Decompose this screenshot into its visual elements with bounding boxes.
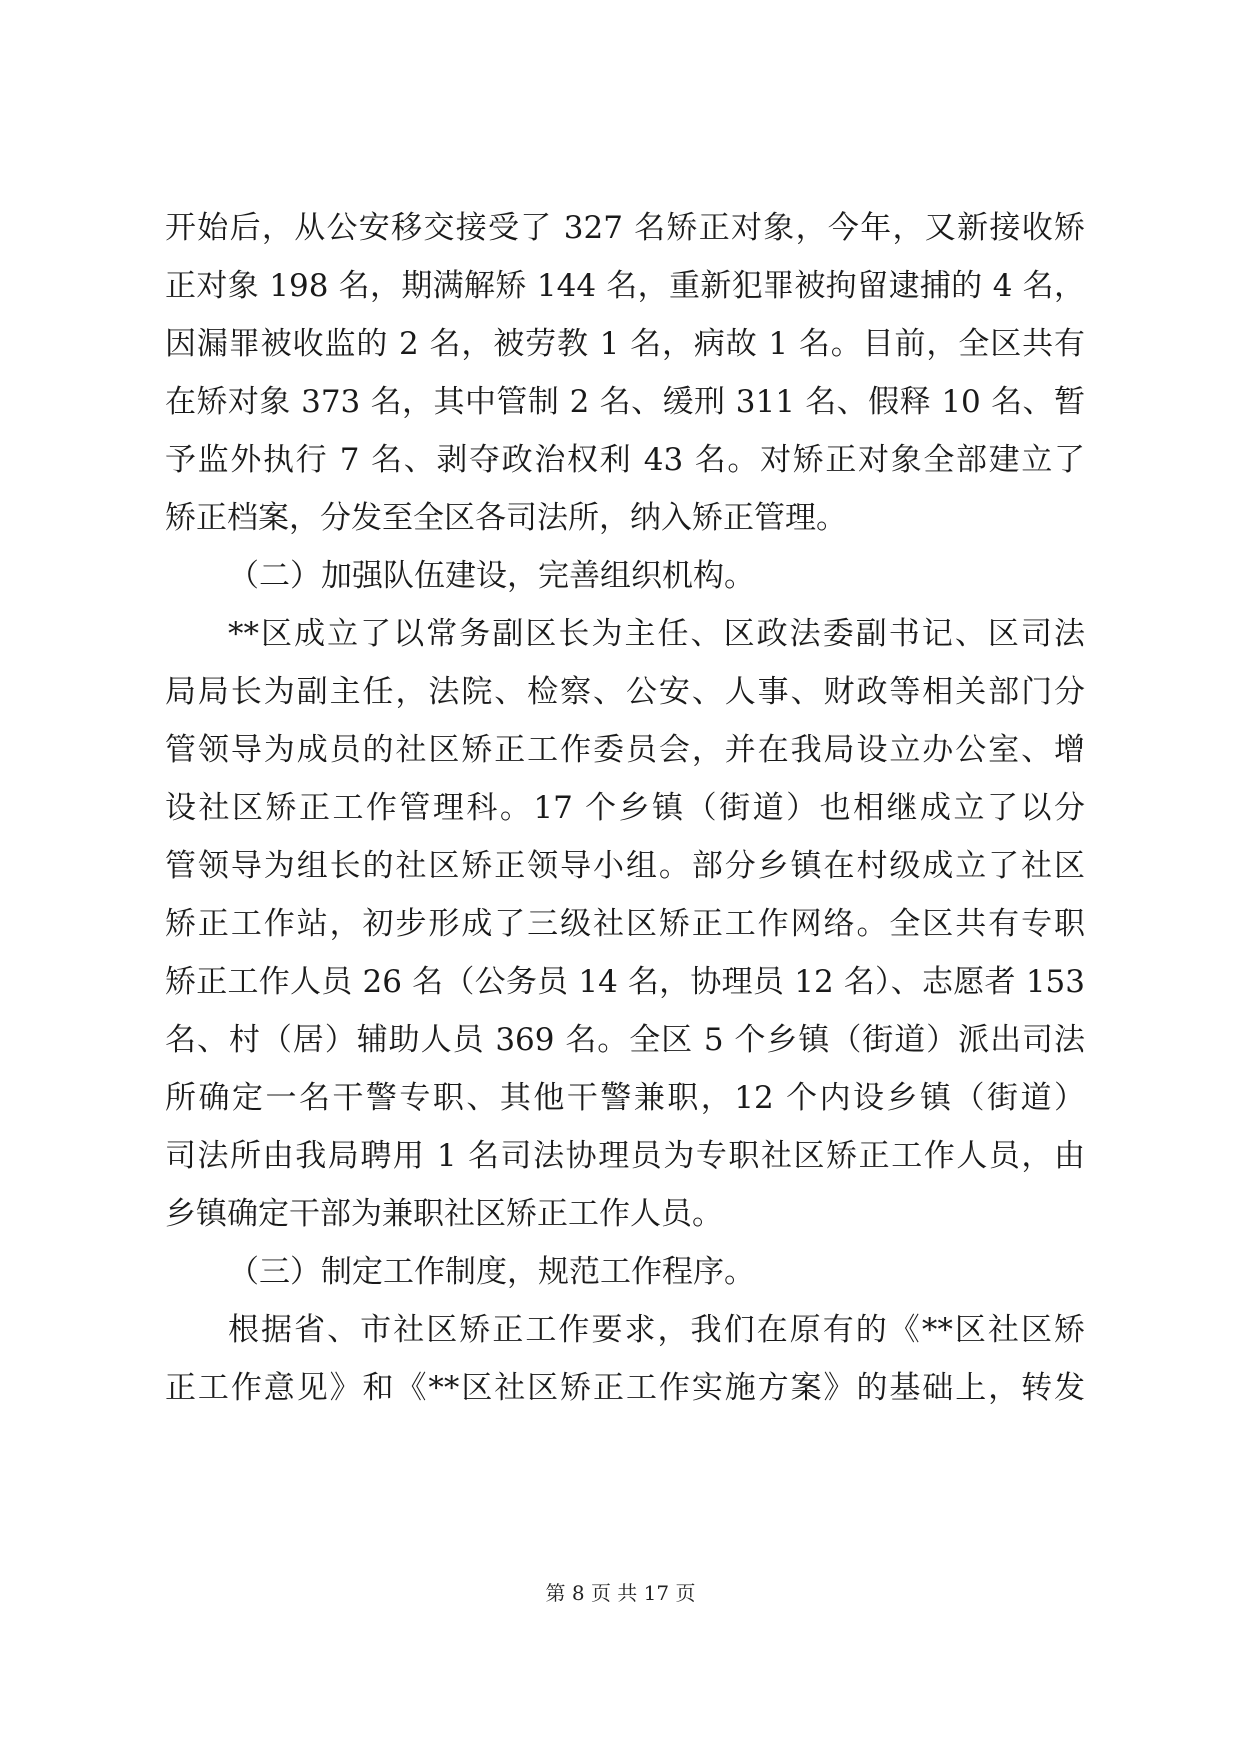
body-line: 开始后，从公安移交接受了 327 名矫正对象，今年，又新接收矫 — [165, 210, 1085, 246]
body-line: 予监外执行 7 名、剥夺政治权利 43 名。对矫正对象全部建立了 — [165, 442, 1085, 478]
body-line: 司法所由我局聘用 1 名司法协理员为专职社区矫正工作人员，由 — [165, 1138, 1085, 1174]
page-number-footer: 第 8 页 共 17 页 — [545, 1581, 696, 1605]
body-line: 矫正工作人员 26 名（公务员 14 名，协理员 12 名）、志愿者 153 — [165, 964, 1085, 1000]
body-line: 正工作意见》和《**区社区矫正工作实施方案》的基础上，转发 — [165, 1370, 1085, 1406]
section-heading: （三）制定工作制度，规范工作程序。 — [228, 1254, 755, 1290]
paragraph-first-line: 根据省、市社区矫正工作要求，我们在原有的《**区社区矫 — [228, 1312, 1085, 1348]
body-line: 名、村（居）辅助人员 369 名。全区 5 个乡镇（街道）派出司法 — [165, 1022, 1085, 1058]
body-line: 设社区矫正工作管理科。17 个乡镇（街道）也相继成立了以分 — [165, 790, 1085, 826]
body-line: 乡镇确定干部为兼职社区矫正工作人员。 — [165, 1196, 723, 1232]
body-line: 在矫对象 373 名，其中管制 2 名、缓刑 311 名、假释 10 名、暂 — [165, 384, 1085, 420]
body-line: 管领导为成员的社区矫正工作委员会，并在我局设立办公室、增 — [165, 732, 1085, 768]
body-line: 所确定一名干警专职、其他干警兼职，12 个内设乡镇（街道） — [165, 1080, 1085, 1116]
body-line: 矫正档案，分发至全区各司法所，纳入矫正管理。 — [165, 500, 847, 536]
body-line: 因漏罪被收监的 2 名，被劳教 1 名，病故 1 名。目前，全区共有 — [165, 326, 1085, 362]
body-line: 管领导为组长的社区矫正领导小组。部分乡镇在村级成立了社区 — [165, 848, 1085, 884]
body-line: 局局长为副主任，法院、检察、公安、人事、财政等相关部门分 — [165, 674, 1085, 710]
section-heading: （二）加强队伍建设，完善组织机构。 — [228, 558, 755, 594]
paragraph-first-line: **区成立了以常务副区长为主任、区政法委副书记、区司法 — [228, 616, 1085, 652]
body-line: 矫正工作站，初步形成了三级社区矫正工作网络。全区共有专职 — [165, 906, 1085, 942]
body-line: 正对象 198 名，期满解矫 144 名，重新犯罪被拘留逮捕的 4 名， — [165, 268, 1085, 304]
